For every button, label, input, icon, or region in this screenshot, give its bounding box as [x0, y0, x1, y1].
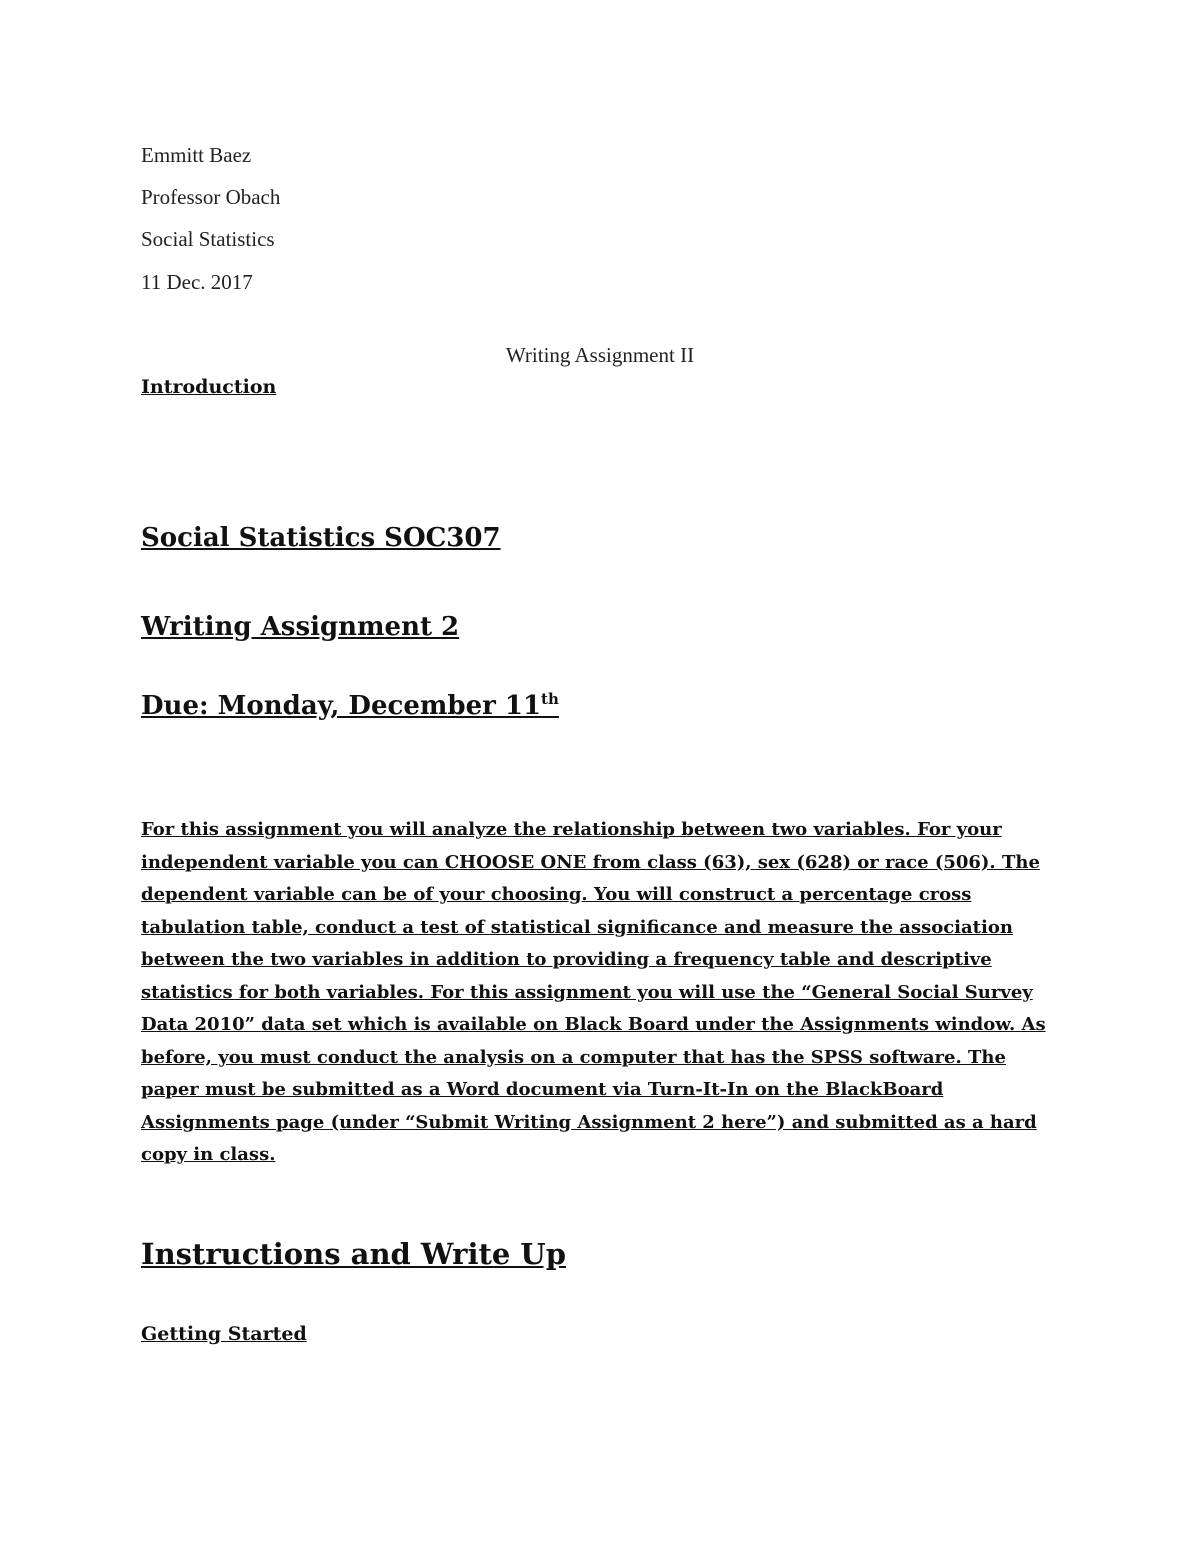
assignment-description: [141, 814, 1061, 1172]
author-name: Emmitt Baez: [141, 143, 252, 167]
due-date-heading: [141, 690, 559, 721]
course-heading: Social Statistics SOC307: [141, 523, 501, 553]
due-date-suffix: th: [541, 690, 559, 708]
assignment-heading: Writing Assignment 2: [141, 612, 460, 642]
instructions-heading: Instructions and Write Up: [141, 1237, 566, 1271]
paragraph-line: before, you must conduct the analysis on a computer that has the SPSS software. The: [141, 1046, 1006, 1068]
paragraph-line: copy in class.: [141, 1144, 276, 1165]
professor-name: Professor Obach: [141, 185, 281, 209]
course-name: Social Statistics: [141, 227, 275, 251]
paragraph-line: For this assignment you will analyze the relationship between two variables. For your: [141, 819, 1002, 840]
document-date: 11 Dec. 2017: [141, 270, 253, 294]
paragraph-line: statistics for both variables. For this assignment you will use the “General Social Survey: [141, 981, 1033, 1003]
paragraph-line: independent variable you can CHOOSE ONE from class (63), sex (628) or race (506). The: [141, 851, 1040, 873]
introduction-heading: Introduction: [141, 376, 277, 398]
document-title: Writing Assignment II: [505, 343, 695, 367]
paragraph-line: paper must be submitted as a Word document via Turn-It-In on the BlackBoard: [141, 1079, 944, 1100]
paragraph-line: tabulation table, conduct a test of statistical significance and measure the association: [141, 916, 1013, 938]
paragraph-line: dependent variable can be of your choosing. You will construct a percentage cross: [141, 884, 972, 905]
due-date-text: Due: Monday, December 11: [141, 691, 542, 721]
getting-started-heading: Getting Started: [141, 1323, 307, 1345]
paragraph-line: Data 2010” data set which is available on Black Board under the Assignments window. As: [141, 1014, 1046, 1035]
paragraph-line: Assignments page (under “Submit Writing Assignment 2 here”) and submitted as a hard: [141, 1111, 1037, 1133]
paragraph-line: between the two variables in addition to providing a frequency table and descriptive: [141, 949, 992, 970]
